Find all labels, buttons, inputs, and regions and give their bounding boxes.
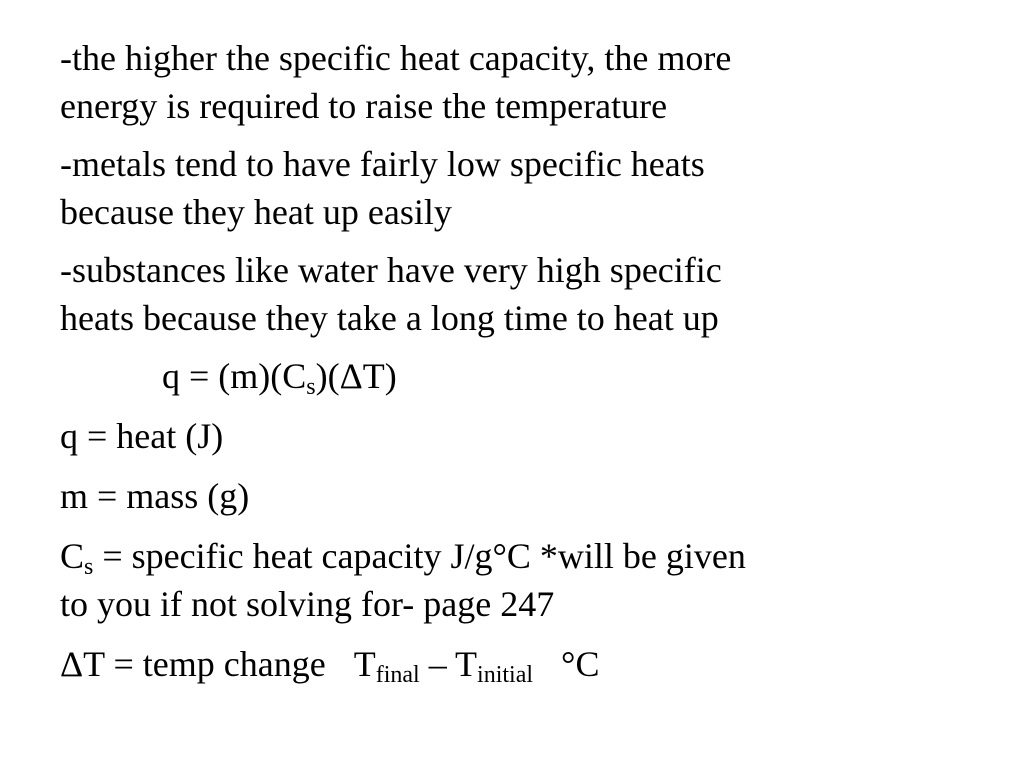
formula-lhs: q = (m)(C bbox=[162, 356, 307, 396]
bullet-line: -metals tend to have fairly low specific heats bbox=[60, 144, 705, 184]
bullet-metals bbox=[60, 140, 1000, 236]
dt-lead: ΔT = temp change bbox=[60, 644, 326, 684]
definition-delta-t bbox=[60, 640, 1024, 688]
cs-subscript: s bbox=[84, 554, 94, 580]
bullet-line: energy is required to raise the temperature bbox=[60, 86, 668, 126]
cs-symbol: C bbox=[60, 536, 85, 576]
bullet-line: -substances like water have very high specific bbox=[60, 250, 722, 290]
dt-dash: – T bbox=[419, 644, 478, 684]
definition-q: q = heat (J) bbox=[60, 416, 224, 456]
definition-cs-line2: to you if not solving for- page 247 bbox=[60, 584, 555, 624]
formula-rhs: )(ΔT) bbox=[315, 356, 397, 396]
bullet-specific-heat-energy bbox=[60, 34, 1000, 130]
bullet-line: because they heat up easily bbox=[60, 192, 452, 232]
dt-unit: °C bbox=[561, 644, 600, 684]
bullet-line: -the higher the specific heat capacity, the more bbox=[60, 38, 732, 78]
definition-cs bbox=[60, 532, 1000, 628]
definition-m: m = mass (g) bbox=[60, 476, 250, 516]
formula-subscript: s bbox=[306, 374, 316, 400]
bullet-water bbox=[60, 246, 1000, 342]
dt-final-subscript: final bbox=[375, 662, 420, 688]
definition-cs-line1 bbox=[60, 532, 1000, 580]
dt-initial-subscript: initial bbox=[477, 662, 534, 688]
bullet-line: heats because they take a long time to heat up bbox=[60, 298, 719, 338]
heat-formula bbox=[162, 352, 1024, 400]
dt-t-final: T bbox=[353, 644, 376, 684]
cs-text: = specific heat capacity J/g°C *will be given bbox=[93, 536, 746, 576]
